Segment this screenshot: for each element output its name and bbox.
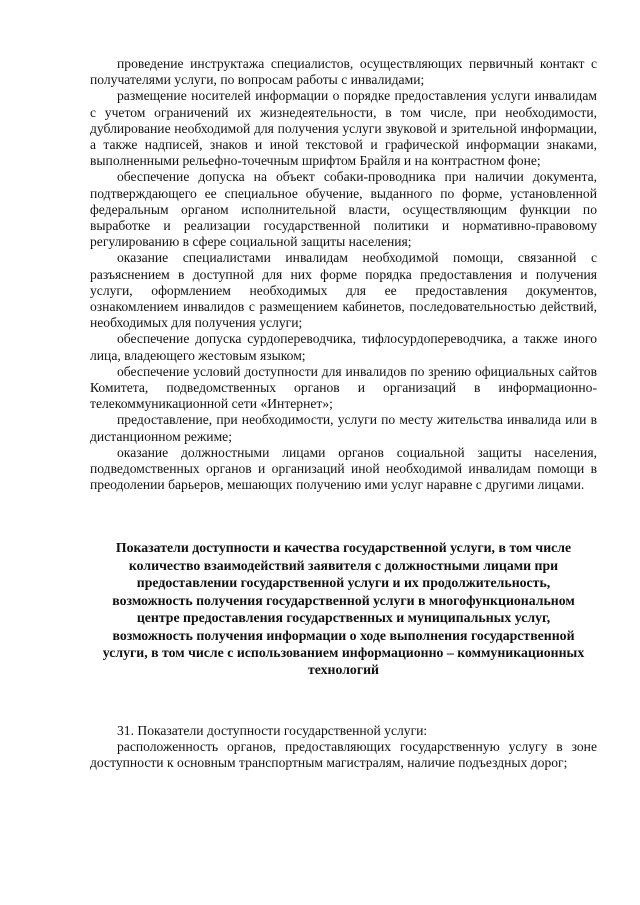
- paragraph-info-media: размещение носителей информации о порядке предоставления услуги инвалидам с учетом ограничений их жизнедеятельности, в том числе, при необходимости, дублирование необходимой для получения услуги звуковой и зрительной информации, а также надписей, знаков и иной текстовой и графической информации знаками, выполненными рельефно-точечным шрифтом Брайля и на контрастном фоне;: [90, 88, 597, 169]
- paragraph-item-31: 31. Показатели доступности государственной услуги:: [117, 722, 428, 738]
- paragraph-guide-dog: обеспечение допуска на объект собаки-проводника при наличии документа, подтверждающего ее специальное обучение, выданного по форме, установленной федеральным органом исполнительной власти, осуществляющим функции по выработке и реализации государственной политики и нормативно-правовому регулированию в сфере социальной защиты населения;: [90, 169, 597, 250]
- spacer: [90, 679, 597, 723]
- paragraph-specialist-help: оказание специалистами инвалидам необходимой помощи, связанной с разъяснением в доступной для них форме порядка предоставления и получения услуги, оформлением необходимых для ее предоставления документов, ознакомлением инвалидов с размещением кабинетов, последовательностью действий, необходимых для получения услуги;: [90, 250, 597, 331]
- section-heading: Показатели доступности и качества государственной услуги, в том числе количество взаимодействий заявителя с должностными лицами при предоставлении государственной услуги и их продолжительность, возможность получения государственной услуги в многофункциональном центре предоставления государственных и муниципальных услуг, возможность получения информации о ходе выполнения государственной услуги, в том числе с использованием информационно – коммуникационных технологий: [102, 540, 585, 678]
- paragraph-sign-interpreter: обеспечение допуска сурдопереводчика, тифлосурдопереводчика, а также иного лица, владеющего жестовым языком;: [90, 331, 597, 363]
- document-page: [90, 56, 597, 771]
- paragraph-website-accessibility: обеспечение условий доступности для инвалидов по зрению официальных сайтов Комитета, подведомственных органов и организаций в информационно-телекоммуникационной сети «Интернет»;: [90, 363, 597, 412]
- paragraph-instruction: проведение инструктажа специалистов, осуществляющих первичный контакт с получателями услуги, по вопросам работы с инвалидами;: [90, 56, 597, 88]
- paragraph-barrier-help: оказание должностными лицами органов социальной защиты населения, подведомственных органов и организаций иной необходимой инвалидам помощи в преодолении барьеров, мешающих получению ими услуг наравне с другими лицами.: [90, 444, 597, 493]
- paragraph-transport-access: расположенность органов, предоставляющих государственную услугу в зоне доступности к основным транспортным магистралям, наличие подъездных дорог;: [90, 738, 597, 771]
- spacer: [90, 493, 597, 539]
- paragraph-remote-service: предоставление, при необходимости, услуги по месту жительства инвалида или в дистанционном режиме;: [90, 412, 597, 444]
